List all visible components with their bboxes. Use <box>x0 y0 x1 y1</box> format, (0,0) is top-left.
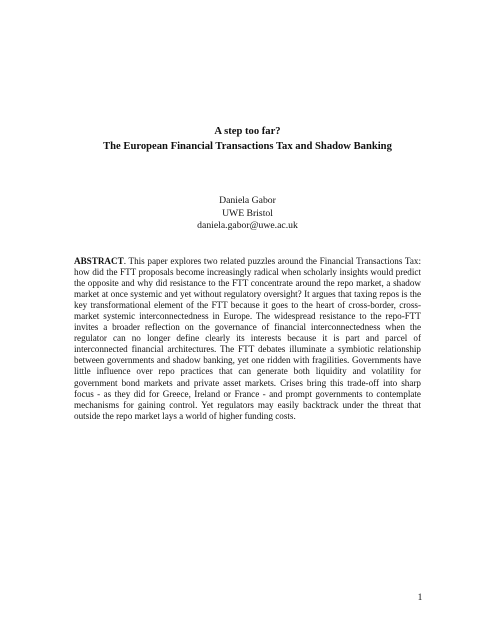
paper-title: The European Financial Transactions Tax and Shadow Banking <box>103 141 392 152</box>
paper-title-question: A step too far? <box>214 126 281 137</box>
author-email: daniela.gabor@uwe.ac.uk <box>197 220 298 231</box>
author-block <box>0 195 495 233</box>
abstract-text: . This paper explores two related puzzles around the Financial Transactions Tax: how did the FTT proposals become increasingly radical when scholarly insights would predict the opposite and why did resistance to the FTT concentrate around the repo market, a shadow market at once systemic and yet without regulatory oversight? It argues that taxing repos is the key transformational element of the FTT because it goes to the heart of cross-border, cross-market systemic interconnectedness in Europe. The widespread resistance to the repo-FTT invites a broader reflection on the governance of financial interconnectedness when the regulator can no longer define clearly its interests because it is part and parcel of interconnected financial architectures. The FTT debates illuminate a symbiotic relationship between governments and shadow banking, yet one ridden with fragilities. Governments have little influence over repo practices that can generate both liquidity and volatility for government bond markets and private asset markets. Crises bring this trade-off into sharp focus - as they did for Greece, Ireland or France - and prompt governments to contemplate mechanisms for gaining control. Yet regulators may easily backtrack under the threat that outside the repo market lays a world of higher funding costs. <box>74 256 421 421</box>
title-block <box>0 124 495 154</box>
abstract-paragraph <box>74 256 421 422</box>
page-number: 1 <box>417 593 423 603</box>
author-name: Daniela Gabor <box>219 195 276 206</box>
abstract-label: ABSTRACT <box>74 256 124 266</box>
author-affiliation: UWE Bristol <box>222 207 273 219</box>
